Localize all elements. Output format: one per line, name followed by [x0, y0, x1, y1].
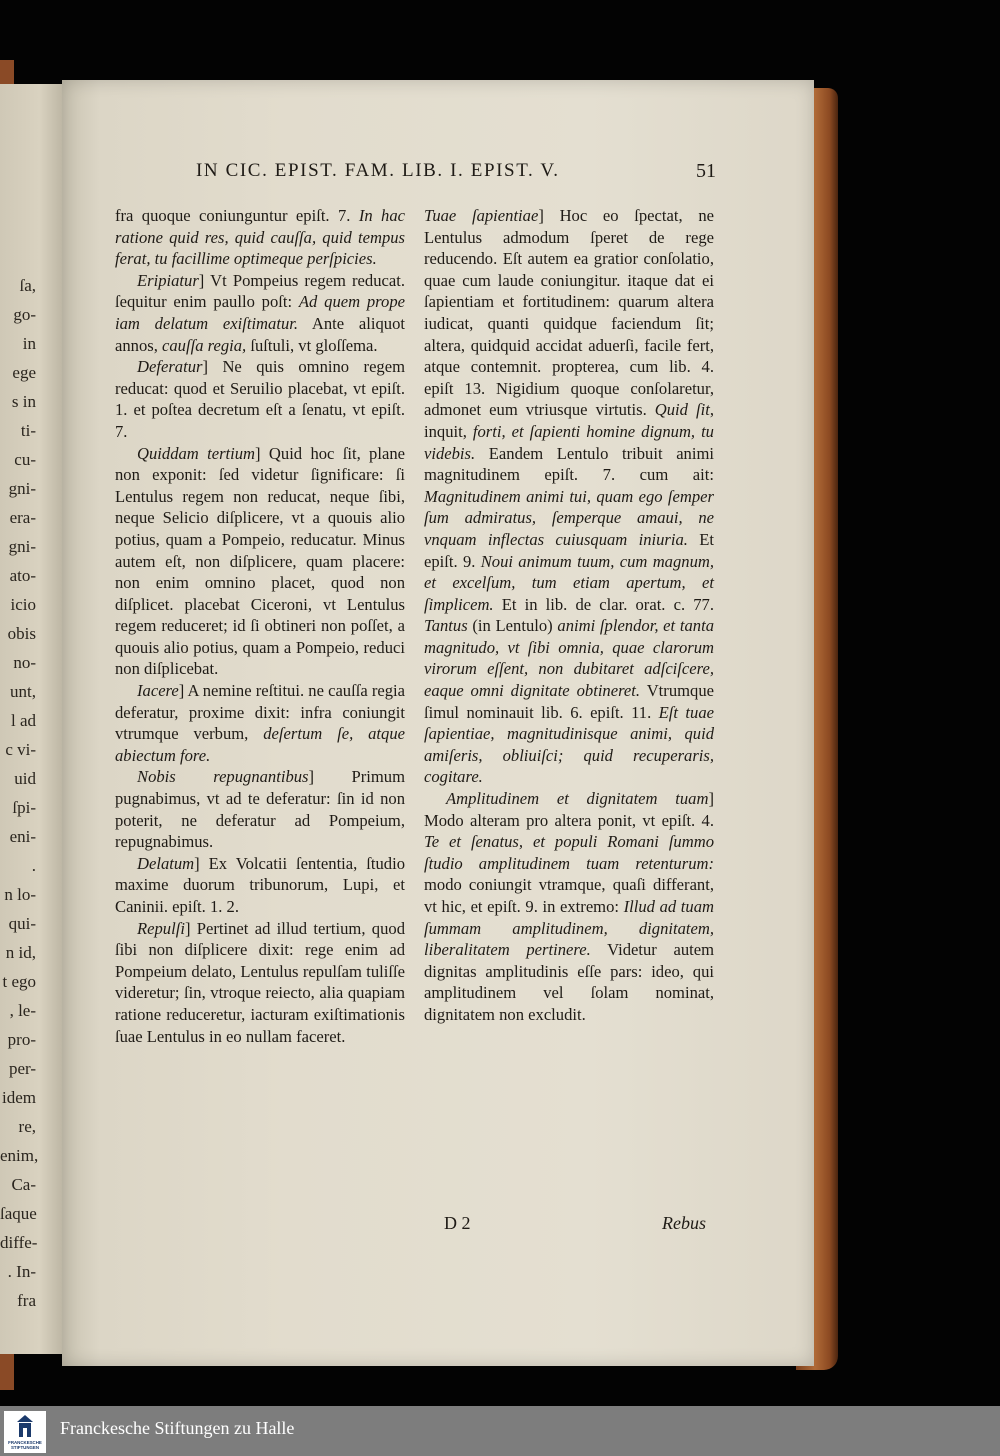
- text-run: fra quoque coniunguntur epiſt. 7.: [115, 206, 359, 225]
- italic-run: cauſſa regia,: [162, 335, 247, 355]
- italic-run: Noui animum tuum, cum magnum, et excelſum, tum etiam apertum, et ſimplicem.: [424, 551, 714, 614]
- facing-page-fragment-line: ti-: [20, 421, 36, 440]
- lemma: Tuae ſapientiae: [424, 206, 539, 225]
- facing-page-fragment-line: era-: [9, 508, 36, 527]
- facing-page-fragment-line: n id,: [5, 943, 36, 962]
- facing-page-fragment-line: ſaque: [0, 1204, 37, 1223]
- text-run: Et epiſt. 9.: [424, 529, 714, 571]
- facing-page-fragment-line: ſpi-: [12, 798, 36, 817]
- text-run: ] Modo alteram pro altera ponit, vt epiſt. 4.: [424, 789, 714, 830]
- running-head: IN CIC. EPIST. FAM. LIB. I. EPIST. V.: [196, 160, 560, 181]
- institution-logo[interactable]: [4, 1411, 46, 1453]
- text-run: ] Primum pugnabimus, vt ad te deferatur: ſin id non poterit, ne deferatur ad Pompeium, repugnabimus.: [115, 767, 406, 852]
- text-run: ] A nemine reſtitui. ne cauſſa regia deferatur, proxime dixit: infra coniungit vtrumque verbum,: [115, 681, 406, 744]
- paragraph: [115, 205, 405, 270]
- facing-page-fragment-line: c vi-: [5, 740, 36, 759]
- text-run: ] Quid hoc ſit, plane non exponit: ſed videtur ſignificare: ſi Lentulus regem non reducat, neque ſibi, neque Selicio diſplicere, vt a quouis alio potius, quam a Pompeio, reducatur. Minus autem eſt, non diſplicere, quam placere: non enim omnino placet, quod non diſplicet. placebat Ciceroni, vt Lentulus regem reduceret; id ſi obtineri non poſſet, a quouis alio potius, quam a Pompeio, reduci non diſplicebat.: [115, 443, 405, 679]
- text-column-left: [115, 205, 405, 1047]
- facing-page-fragment-line: idem: [2, 1088, 36, 1107]
- facing-page-fragment-line: Ca-: [11, 1175, 36, 1194]
- paragraph: [424, 788, 714, 1026]
- signature-mark: D 2: [444, 1213, 471, 1233]
- lemma: Nobis repugnantibus: [137, 767, 309, 787]
- facing-page-fragment-line: icio: [10, 595, 36, 614]
- text-column-right: [424, 205, 714, 1026]
- lemma: Deferatur: [137, 357, 203, 377]
- facing-page-fragment-line: s in: [11, 392, 36, 411]
- lemma: Iacere: [137, 681, 179, 701]
- facing-page-fragment-line: ege: [12, 363, 36, 382]
- text-run: Videtur autem dignitas amplitudinis eſſe pars: ideo, qui amplitudinem vel ſolam nominat, dignitatem non excludit.: [424, 940, 715, 1024]
- paragraph: [424, 205, 714, 788]
- facing-page-fragment-line: t ego: [2, 972, 36, 991]
- footer-bar: [0, 1406, 1000, 1456]
- building-icon: [17, 1415, 33, 1437]
- text-run: ſuſtuli, vt gloſſema.: [246, 335, 378, 355]
- paragraph: [115, 918, 405, 1048]
- italic-run: forti, et ſapienti homine dignum, tu videbis.: [424, 421, 714, 463]
- facing-page-fragment-line: re,: [18, 1117, 36, 1136]
- facing-page-fragment-line: in: [22, 334, 36, 353]
- text-run: (in Lentulo): [467, 616, 558, 636]
- paragraph: [115, 766, 405, 852]
- lemma: Amplitudinem et dignitatem tuam: [446, 789, 709, 809]
- text-run: , inquit,: [424, 400, 714, 441]
- italic-run: Eſt tuae ſapientiae, magnitudinisque animi, quid amiſeris, obliuiſci; quid recuperaris, cogitare.: [424, 702, 714, 787]
- italic-run: Quid ſit: [654, 400, 710, 420]
- facing-page-fragment-line: .: [31, 856, 36, 875]
- text-run: Ante aliquot annos,: [115, 313, 405, 355]
- facing-page-fragment-line: . In-: [7, 1262, 36, 1281]
- facing-page-fragment-line: cu-: [14, 450, 36, 469]
- italic-run: In hac ratione quid res, quid cauſſa, quid tempus ferat, tu facillime optimeque perſpicies.: [115, 206, 405, 269]
- text-run: ] Hoc eo ſpectat, ne Lentulus admodum ſperet de rege reducendo. Eſt autem ea gratior conſolatio, quae cum laude coniungitur. itaque dat ei ſapientiam et fortitudinem: quarum altera iudicat, quanti quidque faciendum ſit; altera, quidquid accidat aduerſi, facile fert, atque contemnit. propterea, cum lib. 4. epiſt 13. Nigidium quoque conſolaretur, admonet eum vtriusque virtutis.: [424, 206, 715, 420]
- text-run: ] Pertinet ad illud tertium, quod ſibi non diſplicere dixit: rege enim ad Pompeium delato, Lentulus repulſam tuliſſe videretur; ſin, vtroque reiecto, alia quapiam ratione reduceretur, iacturam exiſtimationis ſuae Lentulus in eo nullam faceret.: [115, 918, 405, 1046]
- facing-page-fragment-line: pro-: [7, 1030, 36, 1049]
- paragraph: [115, 680, 405, 766]
- italic-run: deſertum ſe, atque abiectum fore.: [115, 724, 405, 765]
- lemma: Eripiatur: [137, 270, 199, 290]
- facing-page-fragment-line: gni-: [8, 537, 36, 556]
- text-run: Eandem Lentulo tribuit animi magnitudinem epiſt. 7. cum ait:: [424, 443, 714, 485]
- text-run: ] Ex Volcatii ſententia, ſtudio maxime duorum tribunorum, Lupi, et Caninii. epiſt. 1. 2.: [115, 853, 405, 916]
- lemma: Delatum: [137, 853, 195, 873]
- lemma: Quiddam tertium: [137, 443, 256, 463]
- catchword: Rebus: [662, 1213, 706, 1233]
- facing-page-fragment-line: go-: [13, 305, 36, 324]
- facing-page-fragment-line: enim,: [0, 1146, 39, 1165]
- text-run: Vtrumque ſimul nominauit lib. 6. epiſt. 11.: [424, 681, 714, 722]
- facing-page-fragment-line: , le-: [9, 1001, 36, 1020]
- paragraph: [115, 356, 405, 442]
- facing-page-fragment-line: uid: [14, 769, 36, 788]
- facing-page-fragment-line: n lo-: [4, 885, 36, 904]
- text-run: Et in lib. de clar. orat. c. 77.: [493, 594, 714, 614]
- italic-run: animi ſplendor, et tanta magnitudo, vt ſibi omnia, quae clarorum virorum eſſent, non dubitaret adſciſcere, eaque omni dignitate obtineret.: [424, 616, 714, 701]
- facing-page-fragment-line: unt,: [10, 682, 36, 701]
- page-number: 51: [696, 160, 716, 182]
- italic-run: Magnitudinem animi tui, quam ego ſemper ſum admiratus, ſemperque amaui, ne vnquam inflectas cuiusquam iniuria.: [424, 486, 714, 549]
- italic-run: Illud ad tuam ſummam amplitudinem, dignitatem, liberalitatem pertinere.: [424, 897, 714, 960]
- paragraph: [115, 853, 405, 918]
- facing-page-fragment-line: per-: [8, 1059, 36, 1078]
- facing-page-fragment-line: diffe-: [0, 1233, 38, 1252]
- lemma: Repulſi: [137, 918, 185, 938]
- facing-page-fragment-line: qui-: [8, 914, 36, 933]
- footer-title: Franckesche Stiftungen zu Halle: [60, 1418, 295, 1438]
- italic-run: Tantus: [424, 616, 468, 636]
- facing-page-fragment: [0, 84, 66, 1354]
- text-run: modo coniungit vtramque, quaſi differant, vt hic, et epiſt. 9. in extremo:: [424, 875, 714, 916]
- facing-page-fragment-line: eni-: [9, 827, 36, 846]
- logo-text: FRANCKESCHE STIFTUNGEN: [8, 1440, 42, 1450]
- paragraph: [115, 443, 405, 681]
- paragraph: [115, 270, 405, 356]
- facing-page-fragment-line: fra: [17, 1291, 36, 1310]
- text-run: ] Ne quis omnino regem reducat: quod et Seruilio placebat, vt epiſt. 1. et poſtea decretum eſt a ſenatu, vt epiſt. 7.: [115, 357, 405, 441]
- italic-run: Te et ſenatus, et populi Romani ſummo ſtudio amplitudinem tuam retenturum:: [424, 832, 714, 873]
- text-run: ] Vt Pompeius regem reducat. ſequitur enim paullo poſt:: [115, 270, 405, 312]
- facing-page-fragment-line: no-: [13, 653, 36, 672]
- facing-page-fragment-line: obis: [7, 624, 36, 643]
- italic-run: Ad quem prope iam delatum exiſtimatur.: [115, 292, 405, 333]
- facing-page-fragment-line: ato-: [9, 566, 36, 585]
- facing-page-fragment-line: ſa,: [19, 276, 36, 295]
- facing-page-fragment-line: gni-: [8, 479, 36, 498]
- facing-page-fragment-line: l ad: [10, 711, 36, 730]
